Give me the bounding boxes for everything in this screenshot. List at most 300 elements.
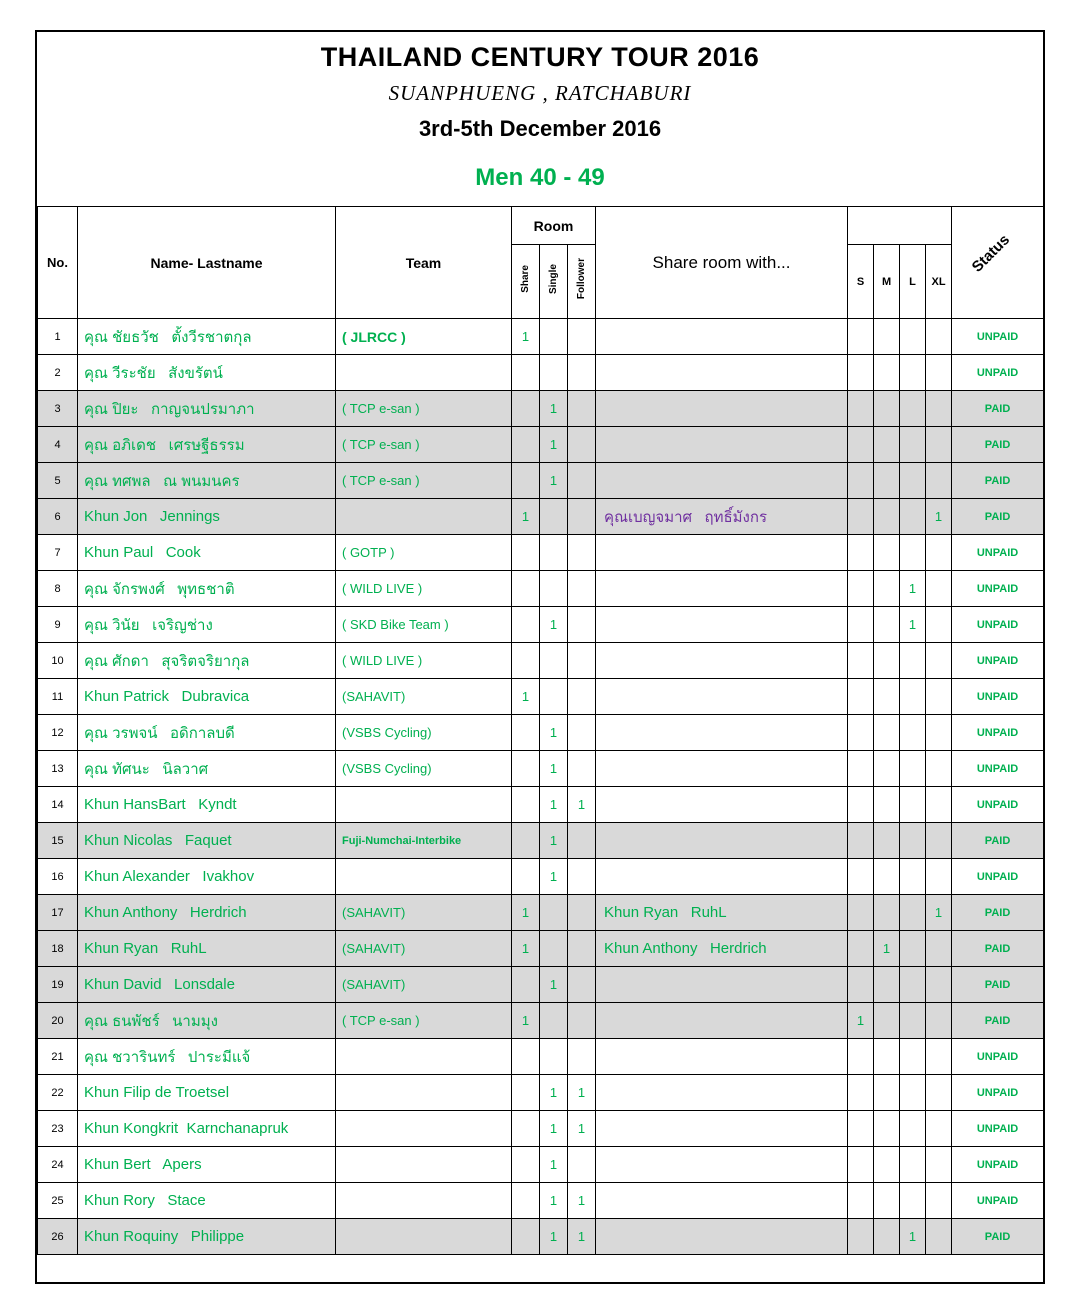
size-xl-cell <box>926 319 952 355</box>
room-single-cell: 1 <box>540 751 568 787</box>
size-s-cell <box>848 1147 874 1183</box>
share-room-with-cell <box>596 715 848 751</box>
size-m-cell <box>874 751 900 787</box>
name-cell: Khun Paul Cook <box>78 535 336 571</box>
size-xl-cell <box>926 643 952 679</box>
row-number: 22 <box>38 1075 78 1111</box>
room-share-cell: 1 <box>512 895 540 931</box>
size-l-cell <box>900 427 926 463</box>
row-number: 25 <box>38 1183 78 1219</box>
size-s-cell <box>848 715 874 751</box>
status-cell: UNPAID <box>952 787 1044 823</box>
size-l-cell <box>900 1075 926 1111</box>
size-s-cell <box>848 535 874 571</box>
share-room-with-cell <box>596 1003 848 1039</box>
size-m-cell <box>874 1147 900 1183</box>
row-number: 12 <box>38 715 78 751</box>
category-title: Men 40 - 49 <box>475 164 605 191</box>
room-single-cell <box>540 535 568 571</box>
room-follower-cell <box>568 931 596 967</box>
table-body <box>38 319 1044 1255</box>
size-l-cell <box>900 715 926 751</box>
status-cell: UNPAID <box>952 1147 1044 1183</box>
name-cell: Khun Nicolas Faquet <box>78 823 336 859</box>
size-l-cell <box>900 859 926 895</box>
size-m-cell <box>874 355 900 391</box>
name-cell: Khun HansBart Kyndt <box>78 787 336 823</box>
room-share-cell <box>512 355 540 391</box>
status-cell: PAID <box>952 427 1044 463</box>
table-header <box>38 207 1044 319</box>
status-cell: PAID <box>952 895 1044 931</box>
size-l-cell <box>900 823 926 859</box>
size-xl-cell <box>926 787 952 823</box>
size-m-cell <box>874 391 900 427</box>
team-cell: ( JLRCC ) <box>336 319 512 355</box>
team-cell: (VSBS Cycling) <box>336 751 512 787</box>
size-m-cell <box>874 535 900 571</box>
team-cell <box>336 859 512 895</box>
room-single-cell: 1 <box>540 391 568 427</box>
room-follower-cell <box>568 535 596 571</box>
table-row <box>38 355 1044 391</box>
size-s-cell <box>848 1111 874 1147</box>
col-header-room-follower <box>568 245 596 319</box>
status-cell: UNPAID <box>952 715 1044 751</box>
size-m-cell <box>874 607 900 643</box>
size-s-cell <box>848 787 874 823</box>
table-row <box>38 967 1044 1003</box>
table-row <box>38 463 1044 499</box>
team-cell: ( WILD LIVE ) <box>336 643 512 679</box>
room-single-cell: 1 <box>540 715 568 751</box>
row-number: 16 <box>38 859 78 895</box>
size-l-cell <box>900 1147 926 1183</box>
share-room-with-cell: Khun Anthony Herdrich <box>596 931 848 967</box>
share-room-with-cell <box>596 643 848 679</box>
team-cell <box>336 1039 512 1075</box>
room-share-cell <box>512 1111 540 1147</box>
size-m-cell <box>874 427 900 463</box>
share-room-with-cell <box>596 787 848 823</box>
size-s-cell <box>848 355 874 391</box>
room-follower-cell <box>568 1039 596 1075</box>
row-number: 1 <box>38 319 78 355</box>
size-xl-cell <box>926 355 952 391</box>
col-header-name: Name- Lastname <box>78 207 336 319</box>
row-number: 11 <box>38 679 78 715</box>
room-single-cell <box>540 895 568 931</box>
size-xl-cell <box>926 1183 952 1219</box>
page-subtitle: SUANPHUENG , RATCHABURI <box>388 81 692 105</box>
status-cell: UNPAID <box>952 1111 1044 1147</box>
page-title: THAILAND CENTURY TOUR 2016 <box>320 42 760 72</box>
size-s-cell <box>848 463 874 499</box>
room-single-cell <box>540 571 568 607</box>
status-cell: UNPAID <box>952 535 1044 571</box>
team-cell: ( GOTP ) <box>336 535 512 571</box>
size-xl-cell: 1 <box>926 499 952 535</box>
row-number: 14 <box>38 787 78 823</box>
row-number: 18 <box>38 931 78 967</box>
room-share-cell: 1 <box>512 319 540 355</box>
table-row <box>38 715 1044 751</box>
name-cell: Khun Alexander Ivakhov <box>78 859 336 895</box>
room-follower-cell <box>568 823 596 859</box>
size-l-cell <box>900 1003 926 1039</box>
size-l-cell: 1 <box>900 571 926 607</box>
room-share-cell <box>512 463 540 499</box>
size-m-cell <box>874 895 900 931</box>
room-share-cell <box>512 1183 540 1219</box>
size-l-cell <box>900 1183 926 1219</box>
team-cell: ( TCP e-san ) <box>336 427 512 463</box>
room-single-cell <box>540 319 568 355</box>
team-cell <box>336 787 512 823</box>
size-xl-cell <box>926 679 952 715</box>
room-share-cell <box>512 715 540 751</box>
team-cell: ( TCP e-san ) <box>336 463 512 499</box>
room-share-cell <box>512 751 540 787</box>
room-follower-cell: 1 <box>568 1183 596 1219</box>
size-xl-cell <box>926 1075 952 1111</box>
status-cell: UNPAID <box>952 859 1044 895</box>
row-number: 9 <box>38 607 78 643</box>
status-cell: UNPAID <box>952 571 1044 607</box>
name-cell: Khun Kongkrit Karnchanapruk <box>78 1111 336 1147</box>
table-row <box>38 1003 1044 1039</box>
table-row <box>38 751 1044 787</box>
status-cell: PAID <box>952 967 1044 1003</box>
size-s-cell <box>848 571 874 607</box>
row-number: 26 <box>38 1219 78 1255</box>
table-row <box>38 895 1044 931</box>
status-cell: PAID <box>952 931 1044 967</box>
team-cell <box>336 1183 512 1219</box>
size-s-cell <box>848 643 874 679</box>
size-m-cell <box>874 1183 900 1219</box>
room-single-cell: 1 <box>540 1147 568 1183</box>
team-cell: (SAHAVIT) <box>336 679 512 715</box>
size-m-cell <box>874 571 900 607</box>
col-header-room-share <box>512 245 540 319</box>
name-cell: คุณ อภิเดช เศรษฐีธรรม <box>78 427 336 463</box>
size-m-cell <box>874 1039 900 1075</box>
row-number: 15 <box>38 823 78 859</box>
table-row <box>38 787 1044 823</box>
size-m-cell <box>874 319 900 355</box>
size-xl-cell <box>926 463 952 499</box>
room-single-cell: 1 <box>540 1111 568 1147</box>
size-m-cell <box>874 967 900 1003</box>
status-cell: UNPAID <box>952 751 1044 787</box>
share-room-with-cell <box>596 967 848 1003</box>
share-room-with-cell <box>596 751 848 787</box>
room-follower-cell <box>568 715 596 751</box>
size-m-cell <box>874 1219 900 1255</box>
col-header-size-m: M <box>874 245 900 319</box>
event-date: 3rd-5th December 2016 <box>418 116 662 141</box>
size-s-cell <box>848 895 874 931</box>
room-share-cell <box>512 859 540 895</box>
name-cell: คุณ ชวารินทร์ ปาระมีแจ้ <box>78 1039 336 1075</box>
room-follower-cell <box>568 679 596 715</box>
size-l-cell: 1 <box>900 1219 926 1255</box>
room-single-cell: 1 <box>540 607 568 643</box>
share-room-with-cell: คุณเบญจมาศ ฤทธิ์มังกร <box>596 499 848 535</box>
name-cell: คุณ ศักดา สุจริตจริยากุล <box>78 643 336 679</box>
room-single-cell: 1 <box>540 823 568 859</box>
status-cell: UNPAID <box>952 607 1044 643</box>
row-number: 17 <box>38 895 78 931</box>
size-xl-cell <box>926 859 952 895</box>
room-share-cell <box>512 1075 540 1111</box>
team-cell: (SAHAVIT) <box>336 967 512 1003</box>
team-cell: (SAHAVIT) <box>336 931 512 967</box>
size-m-cell <box>874 1003 900 1039</box>
room-share-cell: 1 <box>512 499 540 535</box>
team-cell: Fuji-Numchai-Interbike <box>336 823 512 859</box>
name-cell: Khun Ryan RuhL <box>78 931 336 967</box>
room-share-cell <box>512 967 540 1003</box>
row-number: 4 <box>38 427 78 463</box>
status-cell: UNPAID <box>952 679 1044 715</box>
table-row <box>38 1111 1044 1147</box>
size-xl-cell <box>926 571 952 607</box>
room-single-cell <box>540 1003 568 1039</box>
status-cell: PAID <box>952 463 1044 499</box>
share-room-with-cell <box>596 607 848 643</box>
name-cell: Khun Patrick Dubravica <box>78 679 336 715</box>
team-cell <box>336 1147 512 1183</box>
status-cell: PAID <box>952 391 1044 427</box>
size-xl-cell <box>926 607 952 643</box>
size-m-cell <box>874 1075 900 1111</box>
room-share-cell <box>512 391 540 427</box>
size-l-cell <box>900 1111 926 1147</box>
size-s-cell <box>848 391 874 427</box>
team-cell: ( SKD Bike Team ) <box>336 607 512 643</box>
table-row <box>38 571 1044 607</box>
table-row <box>38 1147 1044 1183</box>
size-xl-cell <box>926 1039 952 1075</box>
col-header-size-l: L <box>900 245 926 319</box>
team-cell <box>336 355 512 391</box>
table-row <box>38 1219 1044 1255</box>
col-header-room-group: Room <box>512 207 596 245</box>
share-room-with-cell <box>596 355 848 391</box>
size-m-cell <box>874 787 900 823</box>
share-room-with-cell <box>596 535 848 571</box>
size-xl-cell <box>926 1147 952 1183</box>
size-l-cell <box>900 1039 926 1075</box>
size-s-cell <box>848 931 874 967</box>
name-cell: Khun Filip de Troetsel <box>78 1075 336 1111</box>
row-number: 2 <box>38 355 78 391</box>
col-header-no: No. <box>38 207 78 319</box>
status-cell: PAID <box>952 1219 1044 1255</box>
team-cell: ( WILD LIVE ) <box>336 571 512 607</box>
room-share-cell: 1 <box>512 1003 540 1039</box>
row-number: 24 <box>38 1147 78 1183</box>
size-s-cell <box>848 427 874 463</box>
team-cell <box>336 1075 512 1111</box>
room-follower-cell: 1 <box>568 1075 596 1111</box>
row-number: 6 <box>38 499 78 535</box>
size-l-cell <box>900 895 926 931</box>
name-cell: คุณ ทัศนะ นิลวาศ <box>78 751 336 787</box>
col-header-status <box>952 207 1044 319</box>
team-cell: ( TCP e-san ) <box>336 1003 512 1039</box>
table-row <box>38 859 1044 895</box>
row-number: 10 <box>38 643 78 679</box>
size-xl-cell <box>926 1219 952 1255</box>
size-xl-cell <box>926 751 952 787</box>
room-follower-cell <box>568 499 596 535</box>
title-block <box>37 42 1043 192</box>
status-cell: PAID <box>952 499 1044 535</box>
status-cell: UNPAID <box>952 1039 1044 1075</box>
share-room-with-cell <box>596 1147 848 1183</box>
room-follower-cell: 1 <box>568 1219 596 1255</box>
room-share-cell <box>512 823 540 859</box>
room-share-cell <box>512 571 540 607</box>
status-cell: UNPAID <box>952 643 1044 679</box>
size-m-cell <box>874 463 900 499</box>
size-m-cell <box>874 823 900 859</box>
size-xl-cell <box>926 823 952 859</box>
table-row <box>38 607 1044 643</box>
table-row <box>38 1075 1044 1111</box>
room-follower-cell <box>568 895 596 931</box>
room-single-cell <box>540 931 568 967</box>
size-xl-cell <box>926 1111 952 1147</box>
size-s-cell <box>848 499 874 535</box>
room-follower-cell: 1 <box>568 787 596 823</box>
col-header-size-s: S <box>848 245 874 319</box>
size-xl-cell <box>926 967 952 1003</box>
room-single-cell <box>540 355 568 391</box>
status-cell: UNPAID <box>952 1183 1044 1219</box>
room-share-cell: 1 <box>512 931 540 967</box>
room-follower-cell <box>568 463 596 499</box>
room-follower-cell <box>568 643 596 679</box>
name-cell: คุณ วีระชัย สังขรัตน์ <box>78 355 336 391</box>
room-single-label: Single <box>548 263 559 294</box>
room-follower-label: Follower <box>576 258 588 300</box>
size-s-cell <box>848 1183 874 1219</box>
room-single-cell: 1 <box>540 427 568 463</box>
share-room-with-cell <box>596 1219 848 1255</box>
room-share-cell <box>512 643 540 679</box>
room-single-cell: 1 <box>540 1219 568 1255</box>
room-follower-cell <box>568 319 596 355</box>
room-follower-cell: 1 <box>568 1111 596 1147</box>
size-m-cell: 1 <box>874 931 900 967</box>
size-xl-cell: 1 <box>926 895 952 931</box>
table-row <box>38 643 1044 679</box>
row-number: 19 <box>38 967 78 1003</box>
share-room-with-cell <box>596 1039 848 1075</box>
share-room-with-cell <box>596 571 848 607</box>
room-follower-cell <box>568 355 596 391</box>
size-l-cell <box>900 967 926 1003</box>
size-m-cell <box>874 679 900 715</box>
size-xl-cell <box>926 931 952 967</box>
name-cell: Khun Anthony Herdrich <box>78 895 336 931</box>
room-follower-cell <box>568 427 596 463</box>
size-s-cell <box>848 751 874 787</box>
table-row <box>38 499 1044 535</box>
size-s-cell <box>848 1219 874 1255</box>
size-s-cell <box>848 967 874 1003</box>
room-share-label: Share <box>520 265 531 293</box>
status-cell: UNPAID <box>952 355 1044 391</box>
size-l-cell <box>900 319 926 355</box>
size-m-cell <box>874 499 900 535</box>
room-share-cell <box>512 535 540 571</box>
col-header-share-room-with: Share room with... <box>596 207 848 319</box>
room-share-cell <box>512 1147 540 1183</box>
size-xl-cell <box>926 535 952 571</box>
table-row <box>38 1039 1044 1075</box>
room-follower-cell <box>568 571 596 607</box>
room-single-cell: 1 <box>540 1183 568 1219</box>
share-room-with-cell <box>596 319 848 355</box>
col-header-team: Team <box>336 207 512 319</box>
team-cell <box>336 1219 512 1255</box>
team-cell <box>336 1111 512 1147</box>
share-room-with-cell <box>596 859 848 895</box>
size-s-cell <box>848 1039 874 1075</box>
table-row <box>38 319 1044 355</box>
name-cell: Khun Bert Apers <box>78 1147 336 1183</box>
room-single-cell: 1 <box>540 1075 568 1111</box>
size-s-cell <box>848 679 874 715</box>
size-l-cell: 1 <box>900 607 926 643</box>
col-header-size-xl: XL <box>926 245 952 319</box>
room-share-cell <box>512 1219 540 1255</box>
name-cell: Khun David Lonsdale <box>78 967 336 1003</box>
table-row <box>38 1183 1044 1219</box>
share-room-with-cell <box>596 1111 848 1147</box>
name-cell: คุณ ปิยะ กาญจนปรมาภา <box>78 391 336 427</box>
size-l-cell <box>900 499 926 535</box>
size-s-cell: 1 <box>848 1003 874 1039</box>
row-number: 20 <box>38 1003 78 1039</box>
room-follower-cell <box>568 1003 596 1039</box>
size-l-cell <box>900 679 926 715</box>
share-room-with-cell <box>596 427 848 463</box>
table-row <box>38 931 1044 967</box>
size-s-cell <box>848 859 874 895</box>
room-single-cell <box>540 499 568 535</box>
name-cell: คุณ จักรพงศ์ พุทธชาติ <box>78 571 336 607</box>
size-xl-cell <box>926 1003 952 1039</box>
table-row <box>38 535 1044 571</box>
team-cell <box>336 499 512 535</box>
size-l-cell <box>900 355 926 391</box>
name-cell: Khun Rory Stace <box>78 1183 336 1219</box>
name-cell: คุณ ทศพล ณ พนมนคร <box>78 463 336 499</box>
size-s-cell <box>848 1075 874 1111</box>
size-l-cell <box>900 391 926 427</box>
room-share-cell <box>512 787 540 823</box>
room-share-cell <box>512 1039 540 1075</box>
name-cell: คุณ ธนพัชร์ นามมุง <box>78 1003 336 1039</box>
size-m-cell <box>874 1111 900 1147</box>
size-m-cell <box>874 643 900 679</box>
